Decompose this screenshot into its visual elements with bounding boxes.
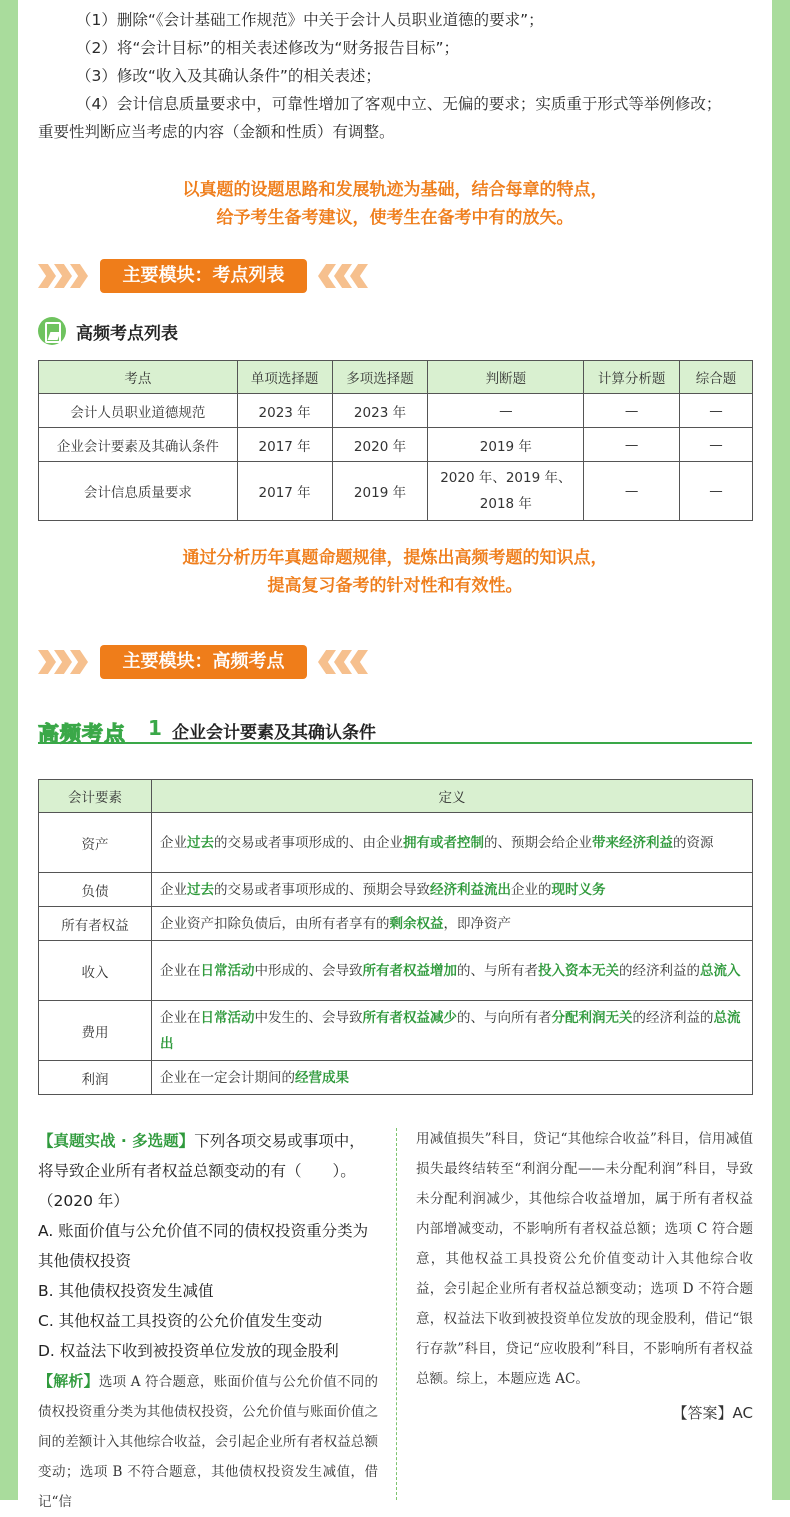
table-cell: —	[428, 394, 584, 428]
question-stem: 【真题实战 · 多选题】下列各项交易或事项中，将导致企业所有者权益总额变动的有（ ）。（2020 年）	[38, 1132, 365, 1210]
table-row	[39, 907, 753, 941]
analysis-left: 【解析】选项 A 符合题意，账面价值与公允价值不同的债权投资重分类为其他债权投资，公允价值与账面价值之间的差额计入其他综合收益，会引起企业所有者权益总额变动；选项 B 不符合题意，其他债权投资发生减值，借记“信	[38, 1372, 378, 1510]
elements-definition-table	[38, 779, 753, 1095]
highlight-line: 给予考生备考建议，使考生在备考中有的放矢。	[216, 208, 574, 228]
table-row	[39, 1061, 753, 1095]
highlight-line: 以真题的设题思路和发展轨迹为基础，结合每章的特点，	[182, 180, 608, 200]
answer: 【答案】AC	[672, 1404, 753, 1422]
chevron-left-icon	[350, 264, 368, 288]
column-header: 多项选择题	[332, 361, 428, 394]
option-b: B. 其他债权投资发生减值	[38, 1282, 214, 1300]
table-header-row	[39, 780, 753, 813]
table-cell: 2019 年	[428, 428, 584, 462]
highlight-line: 提高复习备考的针对性和有效性。	[267, 576, 523, 596]
column-header: 判断题	[428, 361, 584, 394]
element-definition: 企业在日常活动中形成的、会导致所有者权益增加的、与所有者投入资本无关的经济利益的总流入	[152, 941, 753, 1001]
column-header: 会计要素	[39, 780, 152, 813]
book-icon	[38, 317, 66, 345]
intro-item-4-cont: 重要性判断应当考虑的内容（金额和性质）有调整。	[38, 123, 395, 141]
highlight-note-2	[18, 544, 772, 600]
column-header: 定义	[152, 780, 753, 813]
column-header: 单项选择题	[237, 361, 332, 394]
analysis-right	[416, 1124, 753, 1428]
chevron-right-icon	[38, 650, 56, 674]
column-divider	[396, 1128, 397, 1500]
table-cell	[428, 462, 584, 521]
table-cell: 2019 年	[332, 462, 428, 521]
element-definition: 企业过去的交易或者事项形成的、预期会导致经济利益流出企业的现时义务	[152, 873, 753, 907]
option-a: A. 账面价值与公允价值不同的债权投资重分类为其他债权投资	[38, 1222, 369, 1270]
section-banner-keypoints	[38, 645, 752, 679]
chevron-right-icon	[54, 650, 72, 674]
table-cell: 2017 年	[237, 428, 332, 462]
chevron-left-icon	[350, 650, 368, 674]
column-header: 考点	[39, 361, 238, 394]
element-definition: 企业资产扣除负债后，由所有者享有的剩余权益，即净资产	[152, 907, 753, 941]
analysis-tag: 【解析】	[38, 1372, 99, 1390]
element-name: 费用	[39, 1001, 152, 1061]
question-tag: 【真题实战 · 多选题】	[38, 1132, 195, 1150]
keypoint-number: 1	[148, 716, 162, 740]
chevron-left-icon	[334, 650, 352, 674]
table-row	[39, 1001, 753, 1061]
highlight-line: 通过分析历年真题命题规律，提炼出高频考题的知识点，	[182, 548, 608, 568]
chevron-right-icon	[54, 264, 72, 288]
chevron-left-icon	[318, 650, 336, 674]
page	[18, 0, 772, 1510]
subsection-title: 高频考点列表	[76, 323, 178, 344]
cell-line: 2018 年	[479, 496, 532, 512]
element-definition: 企业在日常活动中发生的、会导致所有者权益减少的、与向所有者分配利润无关的经济利益的总流出	[152, 1001, 753, 1061]
column-header: 综合题	[680, 361, 753, 394]
intro-item-4: （4）会计信息质量要求中，可靠性增加了客观中立、无偏的要求；实质重于形式等举例修改；	[76, 95, 722, 113]
table-cell: —	[584, 462, 680, 521]
intro-item-3: （3）修改“收入及其确认条件”的相关表述；	[76, 67, 381, 85]
table-cell: —	[680, 394, 753, 428]
chevron-right-icon	[70, 650, 88, 674]
element-name: 资产	[39, 813, 152, 873]
cell-line: 2020 年、2019 年、	[440, 470, 572, 486]
banner-title: 主要模块：高频考点	[100, 645, 307, 679]
table-cell: 2023 年	[332, 394, 428, 428]
left-green-border	[0, 0, 18, 1500]
intro-list	[38, 6, 752, 146]
element-name: 收入	[39, 941, 152, 1001]
element-name: 所有者权益	[39, 907, 152, 941]
table-row	[39, 428, 753, 462]
column-header: 计算分析题	[584, 361, 680, 394]
table-row	[39, 462, 753, 521]
table-cell: 2017 年	[237, 462, 332, 521]
subsection-heading	[38, 316, 178, 346]
element-definition: 企业在一定会计期间的经营成果	[152, 1061, 753, 1095]
table-row	[39, 394, 753, 428]
element-name: 负债	[39, 873, 152, 907]
option-d: D. 权益法下收到被投资单位发放的现金股利	[38, 1342, 339, 1360]
keypoint-tag: 高频考点	[38, 722, 126, 746]
right-green-border	[772, 0, 790, 1500]
high-frequency-table	[38, 360, 753, 521]
table-row	[39, 813, 753, 873]
table-row	[39, 941, 753, 1001]
table-cell: —	[584, 394, 680, 428]
section-banner-list	[38, 259, 752, 293]
table-cell: 会计人员职业道德规范	[39, 394, 238, 428]
banner-title: 主要模块：考点列表	[100, 259, 307, 293]
table-header-row	[39, 361, 753, 394]
highlight-note-1	[18, 176, 772, 232]
analysis-text: 用减值损失”科目，贷记“其他综合收益”科目，信用减值损失最终结转至“利润分配——未分配利润”科目，导致未分配利润减少，其他综合收益增加，属于所有者权益内部增减变动，不影响所有者权益总额；选项 C 符合题意，其他权益工具投资公允价值变动计入其他综合收益，会引起企业所有者权益总额变动；选项 D 不符合题意，权益法下收到被投资单位发放的现金股利，借记“银行存款”科目，贷记“应收股利”科目，不影响所有者权益总额。综上，本题应选 AC。	[416, 1131, 753, 1387]
intro-item-2: （2）将“会计目标”的相关表述修改为“财务报告目标”；	[76, 39, 459, 57]
table-cell: 会计信息质量要求	[39, 462, 238, 521]
keypoint-title: 企业会计要素及其确认条件	[172, 723, 376, 743]
keypoint-heading	[38, 712, 752, 744]
chevron-right-icon	[70, 264, 88, 288]
element-definition: 企业过去的交易或者事项形成的、由企业拥有或者控制的、预期会给企业带来经济利益的资源	[152, 813, 753, 873]
chevron-left-icon	[318, 264, 336, 288]
table-cell: —	[680, 462, 753, 521]
table-cell: —	[584, 428, 680, 462]
question-block	[38, 1126, 378, 1517]
table-cell: —	[680, 428, 753, 462]
option-c: C. 其他权益工具投资的公允价值发生变动	[38, 1312, 323, 1330]
table-row	[39, 873, 753, 907]
chevron-right-icon	[38, 264, 56, 288]
chevron-left-icon	[334, 264, 352, 288]
intro-item-1: （1）删除“《会计基础工作规范》中关于会计人员职业道德的要求”；	[76, 11, 544, 29]
table-cell: 2020 年	[332, 428, 428, 462]
table-cell: 企业会计要素及其确认条件	[39, 428, 238, 462]
table-cell: 2023 年	[237, 394, 332, 428]
element-name: 利润	[39, 1061, 152, 1095]
